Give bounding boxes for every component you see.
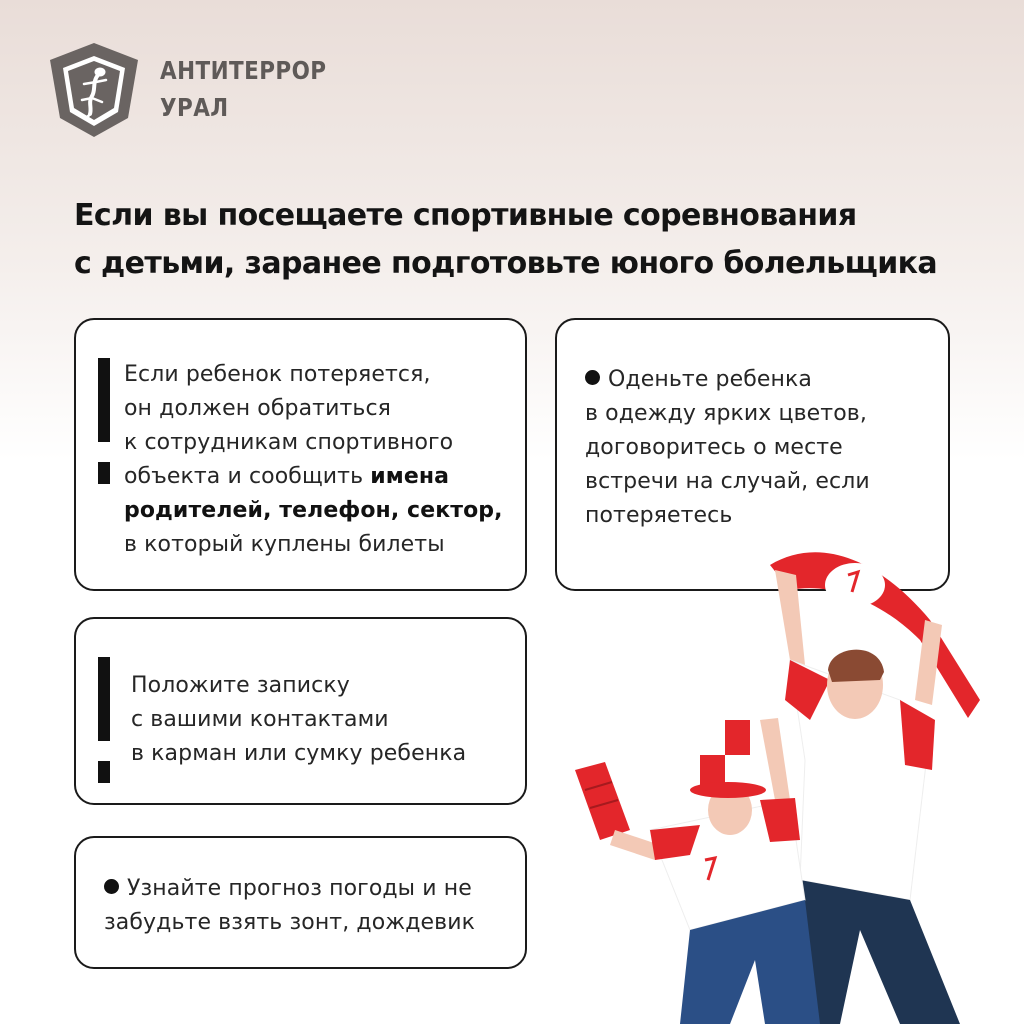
- exclamation-dot-icon: [98, 761, 110, 783]
- tip-card-lost-child: [74, 318, 527, 591]
- tip-line: договоритесь о месте: [585, 435, 843, 460]
- tip-line: Положите записку: [131, 673, 350, 698]
- tip-line: встречи на случай, если: [585, 469, 870, 494]
- page-title: [74, 192, 974, 288]
- page-title-line2: с детьми, заранее подготовьте юного болельщика: [74, 246, 938, 281]
- tip-line: потеряетесь: [585, 503, 733, 528]
- bullet-dot-icon: [585, 370, 600, 385]
- tip-line: [585, 363, 870, 397]
- sports-fans-illustration: [560, 530, 1024, 1024]
- tip-text: [131, 669, 466, 771]
- tip-line: [104, 872, 475, 906]
- tip-text: [124, 358, 503, 562]
- tip-line-part: Узнайте прогноз погоды и не: [127, 876, 472, 901]
- tip-line: в одежду ярких цветов,: [585, 401, 867, 426]
- brand-name: [160, 52, 354, 126]
- foam-finger-graphic: [575, 762, 630, 840]
- brand-line1: АНТИТЕРРОР: [160, 56, 327, 85]
- tip-line-part: Оденьте ребенка: [608, 367, 813, 392]
- tip-line: Если ребенок потеряется,: [124, 362, 431, 387]
- bullet-dot-icon: [104, 879, 119, 894]
- tip-line: в который куплены билеты: [124, 532, 445, 557]
- exclamation-mark-icon: [98, 358, 110, 442]
- tip-line-bold: родителей, телефон, сектор,: [124, 498, 503, 523]
- tip-text: [585, 363, 870, 533]
- antiterror-shield-logo: [46, 40, 142, 140]
- tip-card-note: [74, 617, 527, 805]
- tip-line: [124, 460, 503, 494]
- exclamation-dot-icon: [98, 462, 110, 484]
- tip-line: с вашими контактами: [131, 707, 389, 732]
- tip-line-part: объекта и сообщить: [124, 464, 371, 489]
- tip-line: в карман или сумку ребенка: [131, 741, 467, 766]
- tip-line-bold: имена: [370, 464, 450, 489]
- tip-line: к сотрудникам спортивного: [124, 430, 454, 455]
- tip-text: [104, 872, 475, 940]
- tip-line: забудьте взять зонт, дождевик: [104, 910, 475, 935]
- page-title-line1: Если вы посещаете спортивные соревнования: [74, 198, 857, 233]
- tip-line: [124, 494, 503, 528]
- tip-line: он должен обратиться: [124, 396, 391, 421]
- brand-line2: УРАЛ: [160, 93, 229, 122]
- exclamation-mark-icon: [98, 657, 110, 741]
- tip-card-weather: [74, 836, 527, 969]
